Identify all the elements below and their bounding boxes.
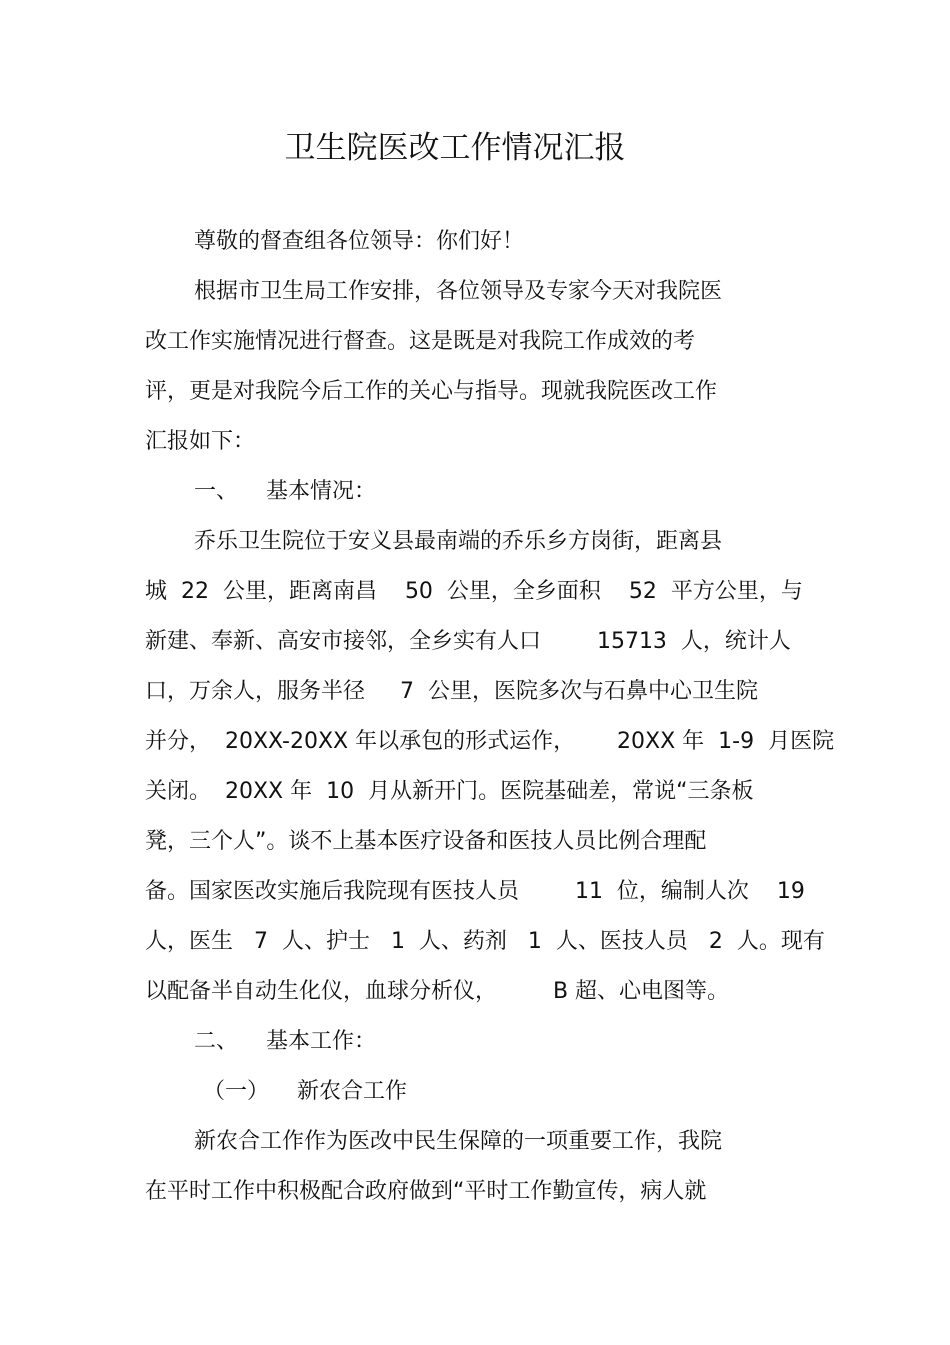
- document-title: 卫生院医改工作情况汇报: [284, 130, 626, 166]
- paragraph-line: 汇报如下：: [145, 429, 256, 454]
- paragraph-line: 凳，三个人”。谈不上基本医疗设备和医技人员比例合理配: [145, 829, 707, 854]
- paragraph-line: 新农合工作作为医改中民生保障的一项重要工作，我院: [194, 1129, 723, 1154]
- subsection-heading: （一） 新农合工作: [203, 1079, 407, 1104]
- paragraph-line: 在平时工作中积极配合政府做到“平时工作勤宣传，病人就: [145, 1179, 707, 1204]
- paragraph-line: 口，万余人，服务半径 7 公里，医院多次与石鼻中心卫生院: [145, 679, 758, 704]
- greeting-line: 尊敬的督查组各位领导：你们好！: [194, 229, 525, 254]
- section-heading: 一、 基本情况：: [194, 479, 376, 504]
- paragraph-line: 评，更是对我院今后工作的关心与指导。现就我院医改工作: [145, 379, 718, 404]
- paragraph-line: 城 22 公里，距离南昌 50 公里，全乡面积 52 平方公里，与: [145, 579, 803, 604]
- paragraph-line: 乔乐卫生院位于安义县最南端的乔乐乡方岗街，距离县: [194, 529, 723, 554]
- paragraph-line: 改工作实施情况进行督查。这是既是对我院工作成效的考: [145, 329, 696, 354]
- paragraph-line: 以配备半自动生化仪，血球分析仪， B 超、心电图等。: [145, 979, 730, 1004]
- paragraph-line: 人，医生 7 人、护士 1 人、药剂 1 人、医技人员 2 人。现有: [145, 929, 825, 954]
- paragraph-line: 并分， 20XX-20XX 年以承包的形式运作， 20XX 年 1-9 月医院: [145, 729, 835, 754]
- paragraph-line: 关闭。 20XX 年 10 月从新开门。医院基础差，常说“三条板: [145, 779, 754, 804]
- paragraph-line: 根据市卫生局工作安排，各位领导及专家今天对我院医: [194, 279, 723, 304]
- paragraph-line: 新建、奉新、高安市接邻，全乡实有人口 15713 人，统计人: [145, 629, 791, 654]
- section-heading: 二、 基本工作：: [194, 1029, 376, 1054]
- paragraph-line: 备。国家医改实施后我院现有医技人员 11 位，编制人次 19: [145, 879, 805, 904]
